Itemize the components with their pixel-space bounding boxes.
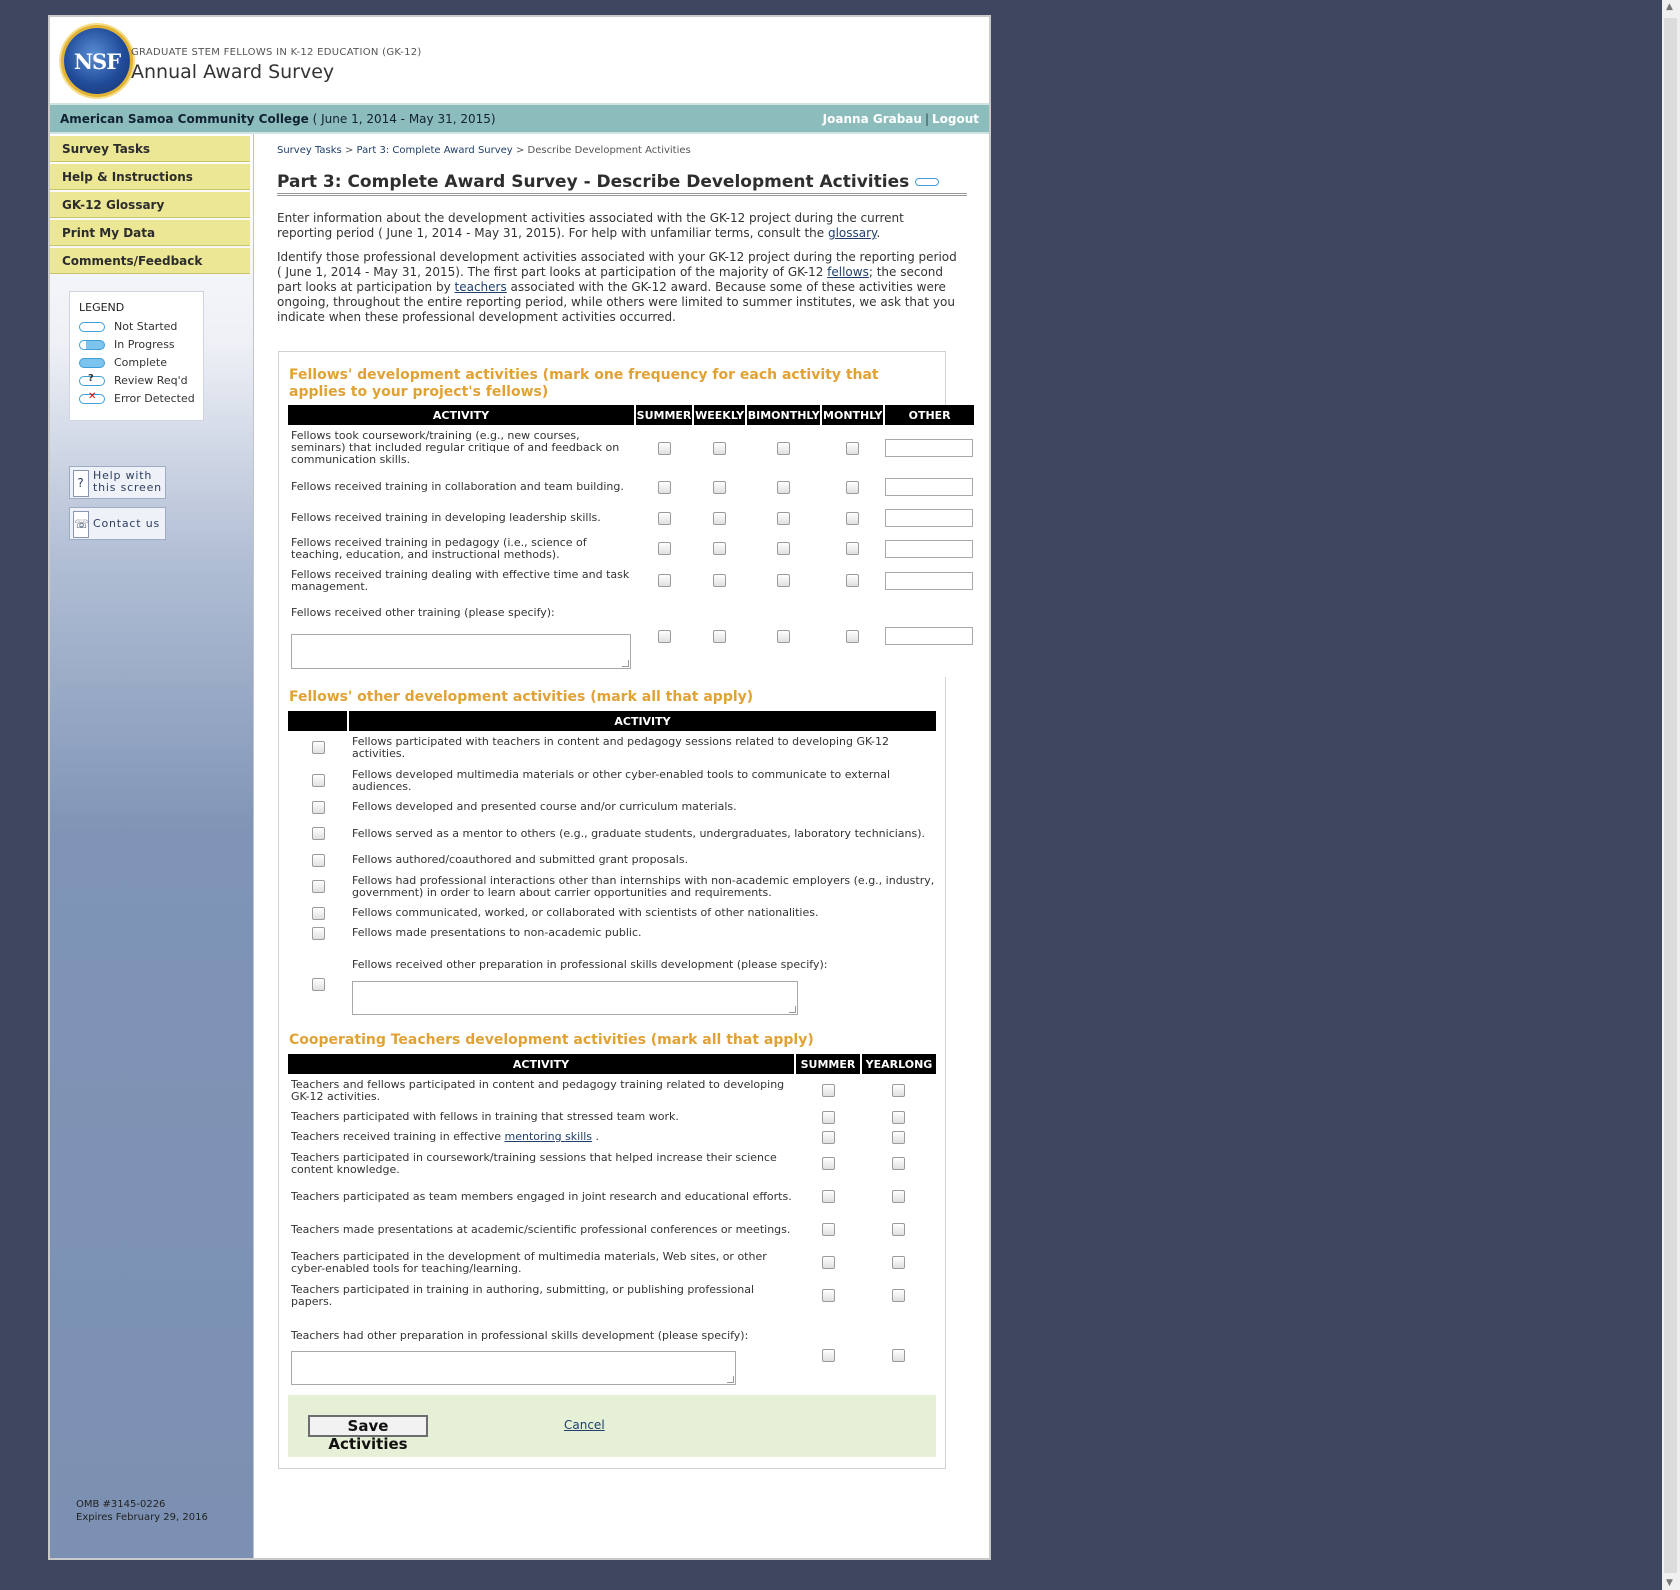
legend-complete (79, 356, 167, 369)
activity-cell (288, 1127, 795, 1147)
fellows-other-table (288, 711, 936, 1025)
question-icon: ? (73, 470, 89, 497)
bimonthly-checkbox[interactable] (777, 512, 790, 525)
activity-text: Teachers participated in training in authoring, submitting, or publishing professional papers. (291, 1282, 755, 1308)
table-row (288, 425, 974, 471)
activity-text: Fellows received training dealing with effective time and task management. (291, 567, 630, 593)
teachers-table (288, 1054, 936, 1398)
activity-text: Fellows received training in pedagogy (i.e., science of teaching, education, and instructional methods). (291, 535, 587, 561)
activity-text: Teachers participated as team members engaged in joint research and educational efforts. (291, 1189, 792, 1203)
yearlong-checkbox[interactable] (892, 1084, 905, 1097)
summer-checkbox[interactable] (658, 481, 671, 494)
nav-survey-tasks[interactable]: Survey Tasks (50, 136, 250, 162)
monthly-checkbox[interactable] (846, 442, 859, 455)
activity-checkbox[interactable] (312, 774, 325, 787)
legend-label: Review Req'd (114, 374, 188, 387)
scroll-thumb[interactable] (1664, 18, 1677, 1573)
yearlong-checkbox[interactable] (892, 1131, 905, 1144)
mentoring-skills-link[interactable]: mentoring skills (504, 1130, 593, 1143)
table-row (288, 1180, 936, 1213)
yearlong-checkbox[interactable] (892, 1256, 905, 1269)
help-button-line2: this screen (93, 481, 162, 494)
institution-name: American Samoa Community College (60, 112, 309, 126)
help-screen-button[interactable] (69, 466, 166, 499)
page-scrollbar[interactable] (1662, 0, 1680, 1590)
activity-text: Fellows took coursework/training (e.g., new courses, seminars) that included regular critique of and feedback on communication skills. (291, 429, 620, 466)
monthly-checkbox[interactable] (846, 481, 859, 494)
yearlong-checkbox[interactable] (892, 1190, 905, 1203)
breadcrumb-part3[interactable]: Part 3: Complete Award Survey (356, 145, 513, 156)
table-row (288, 731, 936, 764)
other-frequency-input[interactable] (885, 439, 973, 457)
table-row-other (288, 597, 974, 675)
monthly-checkbox[interactable] (846, 630, 859, 643)
table-row (288, 870, 936, 903)
summer-checkbox[interactable] (658, 630, 671, 643)
col-summer: SUMMER (795, 1054, 861, 1074)
intro-paragraph (277, 211, 957, 241)
table-row (288, 903, 936, 923)
legend-not-started (79, 320, 177, 333)
col-activity: ACTIVITY (348, 711, 936, 731)
weekly-checkbox[interactable] (713, 542, 726, 555)
monthly-checkbox[interactable] (846, 512, 859, 525)
nav-comments-feedback[interactable]: Comments/Feedback (50, 248, 250, 274)
instructions-text: ; the second part looks at participation by (277, 265, 944, 294)
glossary-link[interactable]: glossary (827, 226, 877, 240)
weekly-checkbox[interactable] (713, 574, 726, 587)
nsf-logo: NSF (64, 28, 130, 94)
monthly-checkbox[interactable] (846, 574, 859, 587)
activity-text: Teachers participated with fellows in training that stressed team work. (291, 1110, 679, 1123)
table-row (288, 471, 974, 503)
col-summer: SUMMER (635, 405, 693, 425)
table-row (288, 764, 936, 797)
table-row (288, 923, 936, 943)
activity-text: Teachers received training in effective (291, 1130, 505, 1143)
activity-checkbox[interactable] (312, 880, 325, 893)
breadcrumb-survey-tasks[interactable]: Survey Tasks (277, 145, 342, 156)
col-other: OTHER (884, 405, 974, 425)
activity-checkbox[interactable] (312, 907, 325, 920)
activity-text: Teachers participated in the development of multimedia materials, Web sites, or other cyber-enabled tools for teaching/learning. (291, 1249, 767, 1275)
weekly-checkbox[interactable] (713, 630, 726, 643)
user-area (823, 112, 979, 126)
col-activity: ACTIVITY (288, 1054, 795, 1074)
activity-text: Fellows made presentations to non-academic public. (352, 926, 642, 939)
activity-checkbox[interactable] (312, 827, 325, 840)
activity-checkbox[interactable] (312, 854, 325, 867)
legend-label: Not Started (114, 320, 178, 333)
page-title-text: Part 3: Complete Award Survey - Describe Development Activities (277, 172, 910, 192)
breadcrumb-separator: > (344, 145, 354, 156)
nav-print-data[interactable]: Print My Data (50, 220, 250, 246)
sidebar (50, 134, 254, 1558)
bimonthly-checkbox[interactable] (777, 481, 790, 494)
weekly-checkbox[interactable] (713, 442, 726, 455)
col-checkbox (288, 711, 348, 731)
table-row (288, 533, 974, 564)
table-header (288, 405, 974, 425)
activity-text: Teachers participated in coursework/training sessions that helped increase their science content knowledge. (291, 1150, 777, 1176)
fellows-dev-table (288, 405, 974, 675)
activities-form (278, 351, 951, 1469)
activity-text: Teachers and fellows participated in content and pedagogy training related to developing GK-12 activities. (291, 1077, 785, 1103)
bimonthly-checkbox[interactable] (777, 630, 790, 643)
phone-icon: ☏ (73, 511, 89, 538)
activity-text: Fellows communicated, worked, or collaborated with scientists of other nationalities. (352, 906, 819, 919)
teachers-other-label: Teachers had other preparation in professional skills development (please specify): (291, 1329, 749, 1342)
col-weekly: WEEKLY (693, 405, 746, 425)
review-required-icon: ? (79, 376, 105, 386)
summer-checkbox[interactable] (822, 1223, 835, 1236)
activity-checkbox[interactable] (312, 801, 325, 814)
col-activity: ACTIVITY (288, 405, 635, 425)
activity-text: Fellows developed and presented course and/or curriculum materials. (352, 800, 737, 813)
summer-checkbox[interactable] (822, 1256, 835, 1269)
table-row (288, 850, 936, 870)
omb-expiry: Expires February 29, 2016 (76, 1512, 208, 1523)
bimonthly-checkbox[interactable] (777, 442, 790, 455)
activity-checkbox[interactable] (312, 741, 325, 754)
table-row (288, 797, 936, 817)
activity-text: Fellows authored/coauthored and submitted grant proposals. (352, 853, 689, 866)
omb-number: OMB #3145-0226 (76, 1499, 166, 1510)
program-name: GRADUATE STEM FELLOWS IN K-12 EDUCATION (GK-12) (131, 47, 422, 58)
other-frequency-input[interactable] (885, 478, 973, 496)
page-title (277, 172, 967, 196)
summer-checkbox[interactable] (658, 574, 671, 587)
legend-label: Complete (114, 356, 168, 369)
table-row-other (288, 1312, 936, 1398)
not-started-icon (79, 322, 105, 332)
nav-help-instructions[interactable]: Help & Instructions (50, 164, 250, 190)
fellows-other-title: Fellows' other development activities (mark all that apply) (289, 689, 754, 705)
summer-checkbox[interactable] (822, 1349, 835, 1362)
summer-checkbox[interactable] (822, 1111, 835, 1124)
summer-checkbox[interactable] (822, 1084, 835, 1097)
save-activities-button[interactable]: Save Activities (308, 1415, 428, 1437)
user-name: Joanna Grabau (822, 112, 922, 126)
teachers-title: Cooperating Teachers development activities (mark all that apply) (289, 1032, 814, 1048)
activity-checkbox[interactable] (312, 927, 325, 940)
activity-text: Fellows received training in developing leadership skills. (291, 511, 601, 524)
activity-checkbox[interactable] (312, 978, 325, 991)
other-preparation-label: Fellows received other preparation in professional skills development (please specify): (352, 958, 828, 971)
fellows-dev-title: Fellows' development activities (mark one frequency for each activity that applies to your project's fellows) (289, 367, 879, 400)
activity-text: Fellows participated with teachers in content and pedagogy sessions related to developing GK-12 activities. (352, 734, 889, 760)
scroll-down-icon[interactable]: ▼ (1666, 1578, 1673, 1588)
contact-button-label: Contact us (93, 517, 160, 530)
table-row (288, 1127, 936, 1147)
activity-text: Teachers made presentations at academic/scientific professional conferences or meetings. (291, 1222, 791, 1236)
other-frequency-input[interactable] (885, 572, 973, 590)
activity-text-end: . (592, 1130, 600, 1143)
table-row (288, 1074, 936, 1107)
col-yearlong: YEARLONG (861, 1054, 936, 1074)
instructions-text: associated with the GK-12 award. Because some of these activities were ongoing, throughout the entire reporting period, while others were limited to summer institutes, we ask that you indicate when these professional development activities occurred. (277, 280, 955, 324)
monthly-checkbox[interactable] (846, 542, 859, 555)
col-bimonthly: BIMONTHLY (746, 405, 821, 425)
other-frequency-input[interactable] (885, 627, 973, 645)
side-nav (50, 136, 253, 274)
fellows-dev-area (288, 405, 976, 677)
activity-text: Fellows had professional interactions other than internships with non-academic employers (e.g., industry, government) in order to learn about carrier opportunities and requirements. (352, 873, 935, 899)
award-period: ( June 1, 2014 - May 31, 2015) (312, 112, 496, 126)
bimonthly-checkbox[interactable] (777, 542, 790, 555)
teachers-link[interactable]: teachers (454, 280, 507, 294)
yearlong-checkbox[interactable] (892, 1223, 905, 1236)
in-progress-icon (79, 340, 105, 350)
breadcrumb (277, 145, 691, 156)
bimonthly-checkbox[interactable] (777, 574, 790, 587)
yearlong-checkbox[interactable] (892, 1349, 905, 1362)
summer-checkbox[interactable] (658, 512, 671, 525)
weekly-checkbox[interactable] (713, 512, 726, 525)
legend-in-progress (79, 338, 175, 351)
teachers-other-textarea[interactable] (291, 1351, 736, 1385)
table-row (288, 1147, 936, 1180)
instructions-paragraph (277, 250, 957, 325)
contact-us-button[interactable] (69, 507, 166, 540)
omb-notice (76, 1498, 208, 1524)
table-header (288, 1054, 936, 1074)
breadcrumb-separator: > (515, 145, 525, 156)
award-info (60, 112, 496, 126)
app-title: Annual Award Survey (131, 61, 335, 83)
activity-text: Fellows served as a mentor to others (e.g., graduate students, undergraduates, laboratory technicians). (352, 826, 926, 840)
status-legend (69, 291, 204, 421)
info-bar (50, 103, 989, 134)
other-training-label: Fellows received other training (please specify): (291, 606, 555, 619)
yearlong-checkbox[interactable] (892, 1111, 905, 1124)
intro-text: Enter information about the development activities associated with the GK-12 project during the current reporting period ( June 1, 2014 - May 31, 2015). For help with unfamiliar terms, consult the (277, 211, 904, 240)
site-header (50, 17, 989, 103)
yearlong-checkbox[interactable] (892, 1157, 905, 1170)
table-row (288, 1246, 936, 1279)
table-row (288, 564, 974, 597)
summer-checkbox[interactable] (822, 1157, 835, 1170)
summer-checkbox[interactable] (658, 542, 671, 555)
user-separator: | (924, 112, 929, 126)
legend-label: In Progress (114, 338, 175, 351)
activity-text: Fellows received training in collaboration and team building. (291, 480, 624, 493)
legend-title: LEGEND (79, 301, 125, 314)
fellows-link[interactable]: fellows (827, 265, 869, 279)
summer-checkbox[interactable] (822, 1131, 835, 1144)
page-frame (48, 15, 991, 1560)
activity-text: Fellows developed multimedia materials or other cyber-enabled tools to communicate to external audiences. (352, 767, 890, 793)
weekly-checkbox[interactable] (713, 481, 726, 494)
other-preparation-textarea[interactable] (352, 981, 798, 1015)
instructions-text: Identify those professional development activities associated with your GK-12 project during the reporting period ( June 1, 2014 - May 31, 2015). The first part looks at participation of the majority of GK-12 (277, 250, 957, 279)
other-frequency-input[interactable] (885, 540, 973, 558)
breadcrumb-current: Describe Development Activities (527, 145, 691, 156)
intro-text-end: . (876, 226, 881, 240)
not-started-icon (915, 178, 939, 186)
summer-checkbox[interactable] (822, 1289, 835, 1302)
nav-glossary[interactable]: GK-12 Glossary (50, 192, 250, 218)
table-row (288, 817, 936, 850)
legend-error (79, 392, 195, 405)
summer-checkbox[interactable] (822, 1190, 835, 1203)
table-row (288, 503, 974, 533)
yearlong-checkbox[interactable] (892, 1289, 905, 1302)
help-button-line1: Help with (93, 469, 153, 482)
table-header (288, 711, 936, 731)
scroll-up-icon[interactable]: ▲ (1666, 2, 1673, 12)
cancel-link[interactable]: Cancel (564, 1418, 605, 1432)
complete-icon (79, 358, 105, 368)
legend-review (79, 374, 188, 387)
legend-label: Error Detected (114, 392, 195, 405)
summer-checkbox[interactable] (658, 442, 671, 455)
form-actions (288, 1395, 936, 1457)
table-row (288, 1213, 936, 1246)
other-frequency-input[interactable] (885, 509, 973, 527)
error-icon: ✕ (79, 394, 105, 404)
table-row (288, 1279, 936, 1312)
table-row-other (288, 943, 936, 1025)
table-row (288, 1107, 936, 1127)
col-monthly: MONTHLY (821, 405, 884, 425)
other-training-textarea[interactable] (291, 634, 631, 669)
logout-link[interactable]: Logout (931, 112, 979, 126)
